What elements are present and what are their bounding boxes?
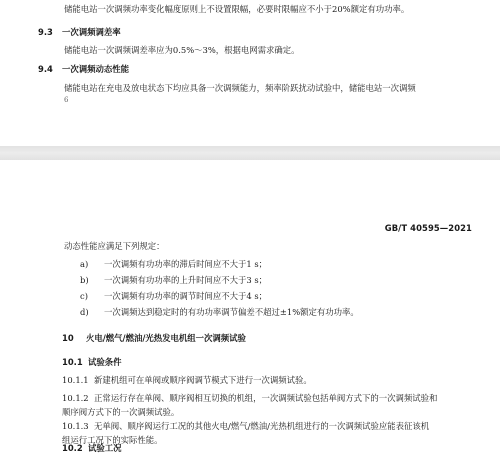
section-9-3-body: 储能电站一次调频调差率应为0.5%～3%，根据电网需求确定。 [64, 45, 300, 55]
list-label: a) [80, 259, 89, 269]
intro-line: 储能电站一次调频功率变化幅度原则上不设置限幅，必要时限幅应不小于20%额定有功功率。 [64, 4, 410, 14]
section-title: 火电/燃气/燃油/光热发电机组一次调频试验 [86, 333, 246, 343]
list-label: d) [80, 307, 89, 317]
list-text: 一次调频达到稳定时的有功功率调节偏差不超过±1%额定有功功率。 [104, 307, 359, 317]
clause-number: 10.1.2 [62, 393, 89, 403]
list-text: 一次调频有功功率的滞后时间应不大于1 s； [104, 259, 268, 269]
section-number: 10.2 [62, 443, 83, 453]
section-title: 一次调频调差率 [62, 27, 121, 37]
previous-page [0, 0, 500, 146]
list-label: c) [80, 291, 88, 301]
page-separator [0, 146, 500, 160]
section-number: 9.3 [38, 27, 53, 37]
standard-code: GB/T 40595—2021 [384, 223, 472, 233]
clause-10-1-2-line1 [62, 392, 437, 404]
list-item-d [80, 306, 359, 318]
section-number: 10.1 [62, 357, 83, 367]
list-text: 一次调频有功功率的上升时间应不大于3 s； [104, 275, 268, 285]
clause-number: 10.1.1 [62, 375, 89, 385]
list-item-c [80, 290, 267, 302]
list-item-b [80, 274, 267, 286]
section-10-heading [62, 332, 246, 344]
section-title: 试验条件 [88, 357, 122, 367]
clause-text: 新建机组可在单阀或顺序阀调节模式下进行一次调频试验。 [94, 375, 312, 385]
section-number: 9.4 [38, 64, 53, 74]
list-text: 一次调频有功功率的调节时间应不大于4 s； [104, 291, 268, 301]
continued-text: 动态性能应满足下列规定： [64, 241, 165, 251]
clause-number: 10.1.3 [62, 421, 89, 431]
section-10-2-heading [62, 442, 122, 454]
current-page [0, 160, 500, 454]
clause-text: 正常运行存在单阀、顺序阀相互切换的机组，一次调频试验包括单阀方式下的一次调频试验和 [94, 393, 438, 403]
clause-10-1-3-line1 [62, 420, 429, 432]
list-label: b) [80, 275, 89, 285]
page-number: 6 [64, 96, 69, 104]
clause-10-1-2-line2: 顺序阀方式下的一次调频试验。 [62, 407, 180, 417]
clause-10-1-3-line2: 组运行工况下的实际性能。 [62, 435, 163, 445]
section-9-3-heading [38, 26, 121, 38]
section-9-4-body: 储能电站在充电及放电状态下均应具备一次调频能力，频率阶跃扰动试验中，储能电站一次调频 [64, 83, 416, 93]
list-item-a [80, 258, 267, 270]
clause-text: 无单阀、顺序阀运行工况的其他火电/燃气/燃油/光热机组进行的一次调频试验应能表征该机 [94, 421, 430, 431]
section-9-4-heading [38, 63, 129, 75]
section-number: 10 [62, 333, 74, 343]
section-title: 试验工况 [88, 443, 122, 453]
clause-10-1-1 [62, 374, 312, 386]
section-10-1-heading [62, 356, 122, 368]
section-title: 一次调频动态性能 [62, 64, 129, 74]
